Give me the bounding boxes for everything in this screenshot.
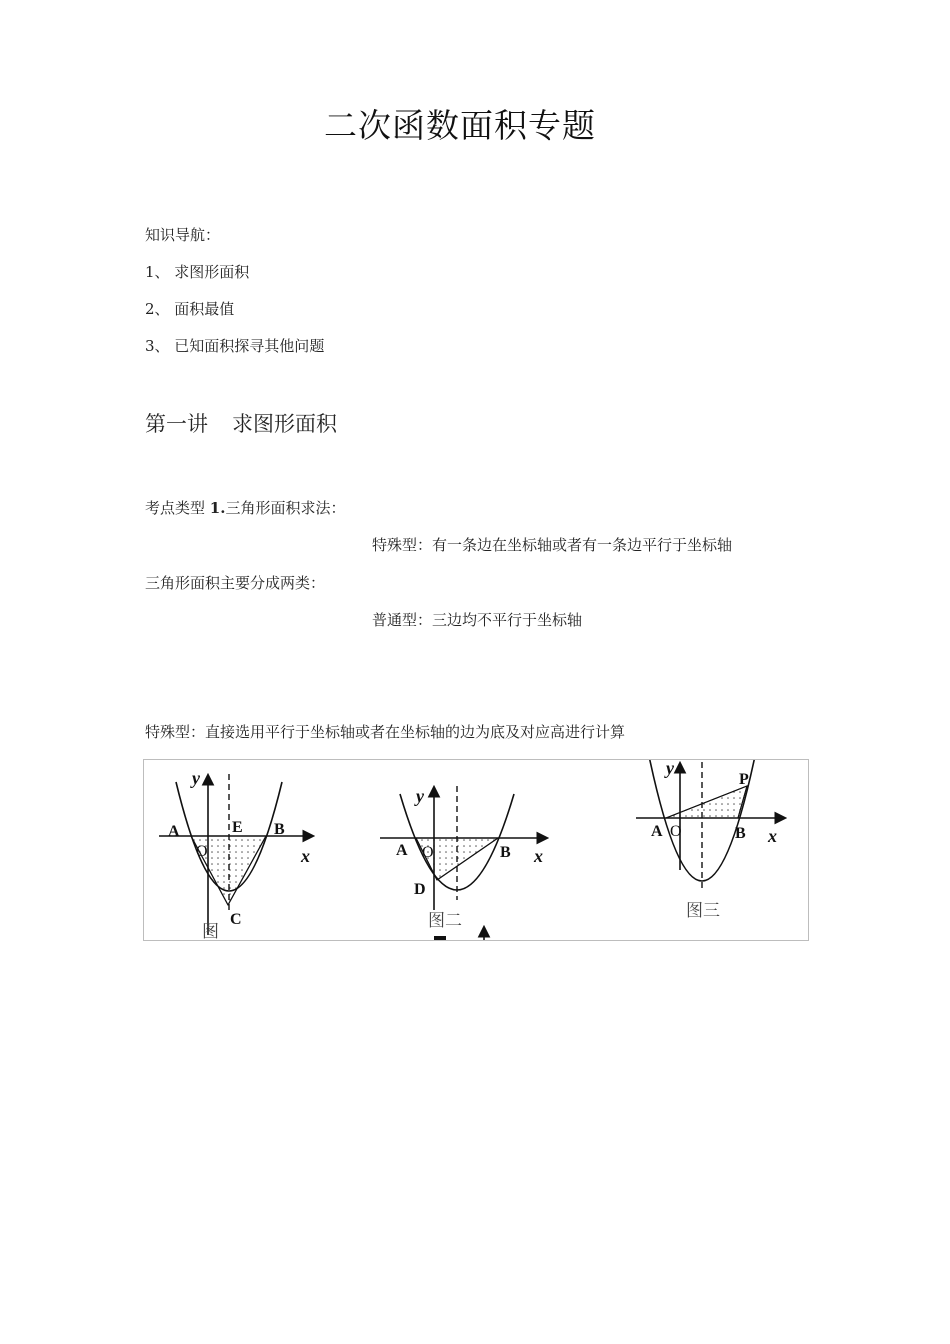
fig1-caption: 图 — [202, 922, 219, 940]
nav-item-3: 3、 已知面积探寻其他问题 — [145, 337, 325, 355]
point-heading — [145, 498, 345, 518]
figure-2 — [380, 786, 546, 940]
fig1-label-o: O — [196, 843, 208, 860]
fig2-caption: 图二 — [428, 911, 462, 931]
figure-3 — [636, 760, 784, 921]
fig2-y-label: y — [416, 786, 424, 806]
fig3-label-o: O — [670, 823, 682, 840]
fig1-label-c: C — [230, 911, 242, 928]
page-title: 二次函数面积专题 — [324, 106, 596, 145]
fig3-y-label: y — [666, 760, 674, 778]
classification-main: 三角形面积主要分成两类： — [145, 574, 326, 592]
fig2-label-o: O — [422, 844, 434, 861]
figures-svg — [144, 760, 808, 940]
figure-panel — [143, 759, 809, 941]
fig1-x-label: x — [301, 846, 310, 866]
nav-item-1: 1、 求图形面积 — [145, 263, 250, 281]
fig1-label-b: B — [274, 821, 285, 838]
point-prefix: 考点类型 — [145, 499, 210, 517]
point-text: 三角形面积求法： — [225, 499, 346, 517]
lecture-subtitle: 求图形面积 — [232, 412, 337, 436]
fig2-cropped-fragment — [434, 936, 446, 940]
fig1-label-a: A — [168, 823, 180, 840]
point-number: 1. — [209, 499, 226, 517]
special-type: 特殊型：有一条边在坐标轴或者有一条边平行于坐标轴 — [372, 536, 733, 554]
fig3-x-label: x — [768, 826, 777, 846]
normal-type: 普通型：三边均不平行于坐标轴 — [372, 611, 583, 629]
lecture-title — [145, 408, 337, 438]
nav-item-2: 2、 面积最值 — [145, 300, 235, 318]
fig3-label-b: B — [735, 825, 746, 842]
fig1-label-e: E — [232, 819, 243, 836]
nav-heading: 知识导航： — [145, 226, 221, 244]
figure-1 — [159, 768, 312, 940]
fig3-caption: 图三 — [686, 901, 720, 921]
lecture-number: 第一讲 — [145, 412, 208, 436]
fig2-label-d: D — [414, 881, 426, 898]
fig3-label-p: P — [739, 771, 749, 788]
fig2-x-label: x — [534, 846, 543, 866]
special-note: 特殊型：直接选用平行于坐标轴或者在坐标轴的边为底及对应高进行计算 — [145, 723, 626, 741]
fig2-label-b: B — [500, 844, 511, 861]
fig2-label-a: A — [396, 842, 408, 859]
fig3-label-a: A — [651, 823, 663, 840]
fig1-y-label: y — [192, 768, 200, 788]
